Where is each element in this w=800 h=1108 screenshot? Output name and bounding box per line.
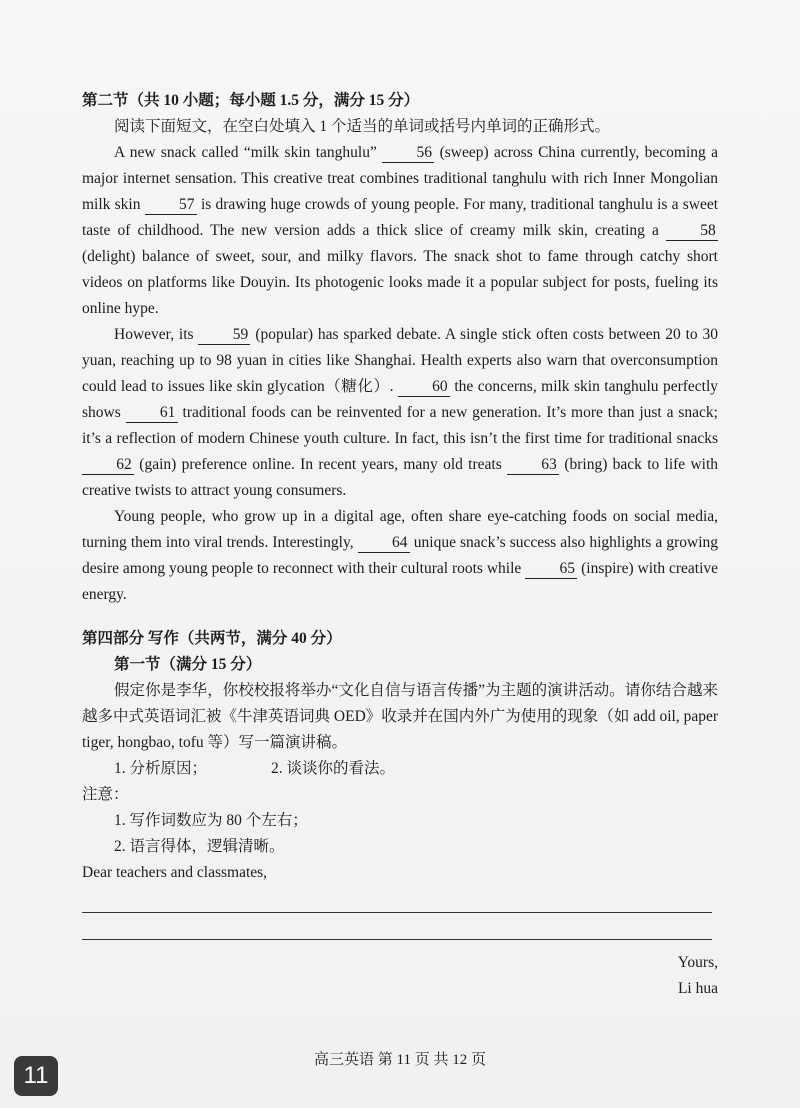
page-content (82, 88, 718, 1002)
blank-57[interactable]: 57 (145, 196, 197, 215)
blank-65[interactable]: 65 (525, 560, 577, 579)
answer-line-1[interactable] (82, 890, 712, 913)
note-2: 2. 语言得体，逻辑清晰。 (114, 838, 285, 855)
blank-60[interactable]: 60 (398, 378, 450, 397)
blank-63[interactable]: 63 (507, 456, 559, 475)
writing-section-title: 第一节（满分 15 分） (114, 656, 262, 673)
writing-point-2: 2. 谈谈你的看法。 (271, 760, 396, 777)
blank-59[interactable]: 59 (198, 326, 250, 345)
letter-greeting: Dear teachers and classmates, (82, 864, 268, 881)
section-instruction: 阅读下面短文，在空白处填入 1 个适当的单词或括号内单词的正确形式。 (114, 118, 611, 135)
passage-paragraph-1: A new snack called “milk skin tanghulu” 56 (sweep) across China currently, becoming a major internet sensation. This creative treat combines traditional tanghulu with rich Inner Mongolian milk skin 57 is drawing huge crowds of young people. For many, traditional tanghulu is a sweet taste of childhood. The new version adds a thick slice of creamy milk skin, creating a 58 (delight) balance of sweet, sour, and milky flavors. The snack shot to fame through catchy short videos on platforms like Douyin. Its photogenic looks made it a popular subject for posts, fueling its online hype. (82, 144, 719, 317)
answer-line-2[interactable] (82, 917, 712, 940)
section-title: 第二节（共 10 小题；每小题 1.5 分，满分 15 分） (82, 92, 420, 109)
blank-56[interactable]: 56 (382, 144, 434, 163)
page-footer: 高三英语 第 11 页 共 12 页 (314, 1052, 486, 1068)
passage-paragraph-2: However, its 59 (popular) has sparked debate. A single stick often costs between 20 to 30 yuan, reaching up to 98 yuan in cities like Shanghai. Health experts also warn that overconsumption could lead to issues like skin glycation（糖化）. 60 the concerns, milk skin tanghulu perfectly shows 61 traditional foods can be reinvented for a new generation. It’s more than just a snack; it’s a reflection of modern Chinese youth culture. In fact, this isn’t the first time for traditional snacks 62 (gain) preference online. In recent years, many old treats 63 (bring) back to life with creative twists to attract young consumers. (82, 326, 719, 499)
note-1: 1. 写作词数应为 80 个左右； (114, 812, 308, 829)
blank-58[interactable]: 58 (666, 222, 718, 241)
writing-point-1: 1. 分析原因； (114, 760, 208, 777)
notes-label: 注意： (82, 786, 129, 803)
part4-title: 第四部分 写作（共两节，满分 40 分） (82, 630, 342, 647)
letter-closing: Yours, (677, 954, 718, 971)
writing-points (82, 756, 718, 782)
letter-signature: Li hua (677, 980, 718, 997)
blank-64[interactable]: 64 (358, 534, 410, 553)
blank-61[interactable]: 61 (126, 404, 178, 423)
writing-prompt: 假定你是李华，你校校报将举办“文化自信与语言传播”为主题的演讲活动。请你结合越来越多中式英语词汇被《牛津英语词典 OED》收录并在国内外广为使用的现象（如 add oil, paper tiger, hongbao, tofu 等）写一篇演讲稿。 (82, 682, 718, 751)
blank-62[interactable]: 62 (82, 456, 134, 475)
passage-paragraph-3: Young people, who grow up in a digital age, often share eye-catching foods on social media, turning them into viral trends. Interestingly, 64 unique snack’s success also highlights a growing desire among young people to reconnect with their cultural roots while 65 (inspire) with creative energy. (82, 508, 719, 603)
page-number-badge[interactable]: 11 (14, 1056, 58, 1096)
